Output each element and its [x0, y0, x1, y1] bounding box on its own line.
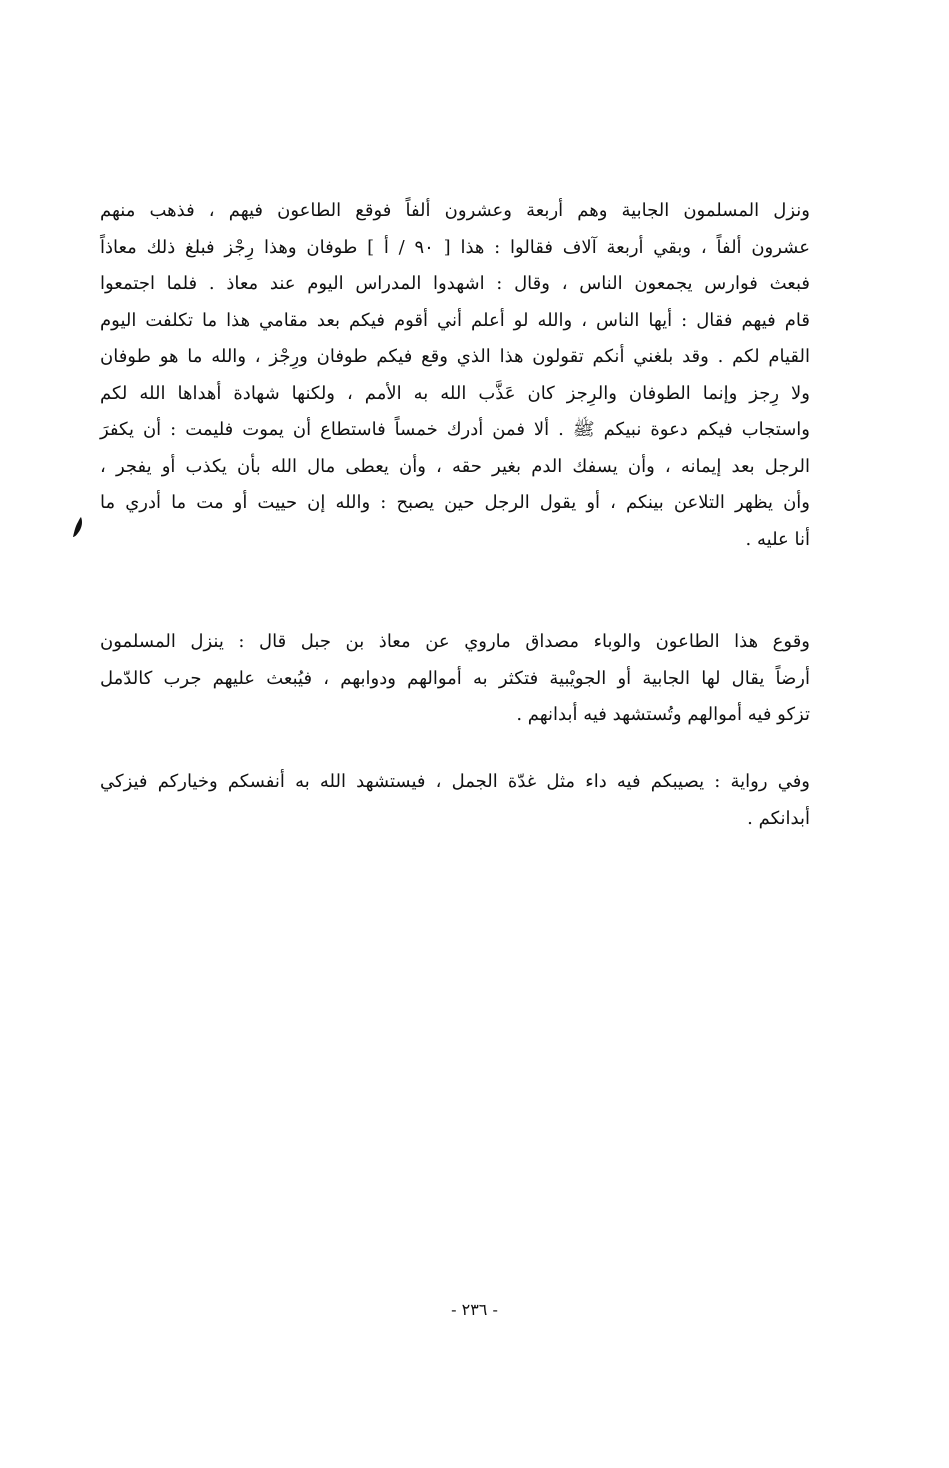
text-line: ونزل المسلمون الجابية وهم أربعة وعشرون ألفاً فوقع الطاعون فيهم ، فذهب منهم — [100, 200, 810, 221]
page-number: - ٢٣٦ - — [451, 1300, 498, 1319]
text-line: واستجاب فيكم دعوة نبيكم ﷺ . ألا فمن أدرك خمساً فاستطاع أن يموت فليمت : أن يكفرَ — [100, 419, 810, 440]
text-line: قام فيهم فقال : أيها الناس ، والله لو أعلم أني أقوم فيكم بعد مقامي هذا ما تكلفت اليوم — [100, 309, 810, 331]
text-line: الرجل بعد إيمانه ، وأن يسفك الدم بغير حقه ، وأن يعطى مال الله بأن يكذب أو يفجر ، — [100, 455, 810, 477]
text-line: أرضاً يقال لها الجابية أو الجويْبية فتكثر به أموالهم ودوابهم ، فيُبعث عليهم جرب كالدّمل — [100, 667, 810, 689]
text-line: القيام لكم . وقد بلغني أنكم تقولون هذا الذي وقع فيكم طوفان ورِجْز ، والله ما هو طوفان — [100, 346, 810, 367]
text-line: أنا عليه . — [745, 528, 810, 550]
paragraph-1 — [100, 193, 810, 558]
text-line: فبعث فوارس يجمعون الناس ، وقال : اشهدوا المدراس اليوم عند معاذ . فلما اجتمعوا — [100, 273, 810, 294]
text-line: ولا رِجز وإنما الطوفان والرِجز كان عَذَّب الله به الأمم ، ولكنها شهادة أهداها الله لكم — [100, 382, 810, 404]
text-line: تزكو فيه أموالهم وتُستشهد فيه أبدانهم . — [516, 704, 810, 725]
paragraph-3 — [100, 764, 810, 837]
margin-ink-mark-icon — [72, 516, 84, 538]
text-line: وأن يظهر التلاعن بينكم ، أو يقول الرجل حين يصبح : والله إن حييت أو مت ما أدري ما — [100, 492, 810, 513]
text-line: وقوع هذا الطاعون والوباء مصداق ماروي عن معاذ بن جبل قال : ينزل المسلمون — [100, 631, 810, 652]
text-line: أبدانكم . — [747, 807, 810, 829]
text-line: وفي رواية : يصيبكم فيه داء مثل غدّة الجمل ، فيستشهد الله به أنفسكم وخياركم فيزكي — [100, 771, 810, 792]
paragraph-2 — [100, 624, 810, 734]
text-line: عشرون ألفاً ، وبقي أربعة آلاف فقالوا : هذا [ ٩٠ / أ ] طوفان وهذا رِجْز فبلغ ذلك معاذاً — [100, 236, 810, 258]
